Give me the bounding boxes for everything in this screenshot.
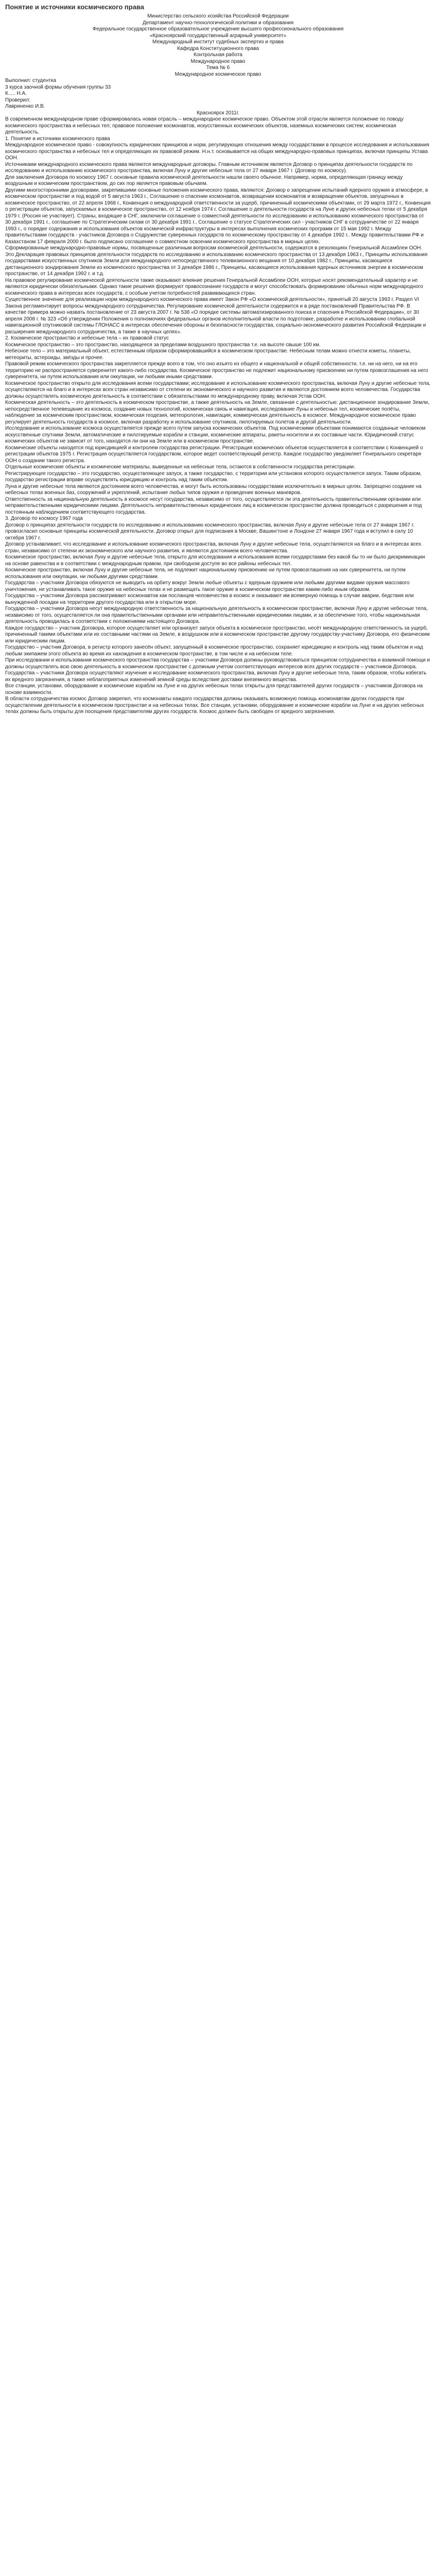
paragraph: В области сотрудничества космос Договор закрепил, что космонавты каждого государства должны оказывать возможную помощь космонавтам других государств при осуществлении деятельности в космическом пространстве и на небесных телах. Все станции, установки, оборудование и космические корабли на Луне и на других небесных телах должны быть открыты для посещения представителям других государств. Космос должен быть свободен от вредного загрязнения. [5,696,424,715]
paragraph: Договор о принципах деятельности государств по исследованию и использованию космического пространства, включая Луну и другие небесные тела от 27 января 1967 г. провозгласил основные принципы космической деятельности. Договор открыт для подписания в Москве, Вашингтоне и Лондоне 27 января 1967 года и вступил в силу 10 октября 1967 г. [5,522,414,541]
topic-number-line: Тема № 6 [206,65,230,71]
paragraph: Все станции, установки, оборудование и космические корабли на Луне и на других небесных телах открыты для представителей других государств – участников Договора на основе взаимности. [5,683,423,696]
paragraph: Международное космическое право - совокупность юридических принципов и норм, регулирующих отношения между государствами в процессе исследования и использования космического пространства и небесных тел и определяющих их правовой режим. Н.н.т. основывается на общих международно-правовых принципах, включая принципы Устава ООН. [5,142,429,161]
paragraph: Космическая деятельность – это деятельность в космическом пространстве, а также деятельность на Земле, связанная с деятельностью: дистанционное зондирование Земли, непосредственное телевещание из космоса, создание новых технологий, космическая связь и навигация, исследование Луны и небесных тел, космические полёты, наблюдение за космическим пространством, космическая геодезия, метеорология, навигация, коммерческая деятельность в космосе. Международное космическое право регулирует деятельность государств в космосе, включая разработку и использование спутников, пилотируемых полетов и другой деятельности. [5,400,430,425]
work-type-line: Контрольная работа [194,52,242,58]
paragraph: Договор устанавливает, что исследование и использование космического пространства, включая Луну и другие небесные тела, осуществляются на благо и в интересах всех стран, независимо от степени их экономического или научного развития, и являются достоянием всего человечества. [5,541,422,554]
author-line: Проверил: [5,97,30,103]
city-year: Красноярск 2011г. [197,110,239,116]
section-heading: 1. Понятие и источники космического права [5,135,110,142]
department-line: Департамент научно-технологической политики и образования [142,20,294,26]
paragraph: При исследовании и использовании космического пространства государства – участники Договора должны руководствоваться принципом сотрудничества и взаимной помощи и должны осуществлять всю свою деятельность в космическом пространстве с должным учетом соответствующих интересов всех других государств – участников Договора. [5,657,430,670]
author-line: Лавриненко И.В. [5,104,45,109]
paragraph: В современном международном праве сформировалась новая отрасль – международное космическое право. Объектом этой отрасли является положение по поводу космического пространства и небесных тел; правовое положение космонавтов, искусственных космических объектов, наземных космических систем; космическая деятельность. [5,116,404,135]
ministry-line: Министерство сельского хозяйства Российской Федерации [147,13,289,19]
paragraph: Исследование и использование космоса осуществляется прежде всего путем запуска космических объектов. Под космическими объектами понимаются созданные человеком искусственные спутники Земли, автоматические и пилотируемые корабли и станции, космические аппараты, ракеты-носители и их составные части. Юридический статус космических объектов не зависит от того, находятся ли они на Земле или в космическом пространстве. [5,426,426,444]
paragraphs [5,116,431,716]
paragraph: Существенное значение для реализации норм международного космического права имеет Закон РФ «О космической деятельности», принятый 20 августа 1993 г. Раздел VI Закона регламентирует вопросы международного сотрудничества. Регулирование космической деятельности содержится и в ряде постановлений Правительства РФ. В качестве примера можно назвать постановление от 23 августа 2007 г. № 538 «О порядке системы автоматизированного поиска и спасения в Российской Федерации», от 30 апреля 2008 г. № 323 «Об утверждении Положения о полномочиях федеральных органов исполнительной власти по подготовке, разработке и использованию глобальной навигационной спутниковой системы ГЛОНАСС в интересах обеспечения обороны и безопасности государства, социально-экономического развития Российской Федерации и расширения международного сотрудничества, а также в научных целях». [5,297,426,335]
section-heading: 2. Космическое пространство и небесные тела – их правовой статус [5,335,169,341]
author-line: К..... Н.А. [5,91,27,96]
institution-type-line: Федеральное государственное образовательное учреждение высшего профессионального образования [92,26,344,32]
paragraph: Космическое пространство – это пространство, находящееся за пределами воздушного пространства т.е. на высоте свыше 100 км. [5,342,321,348]
section-heading: 3. Договор по космосу 1967 года [5,516,83,521]
page-title: Понятие и источники космического права [5,3,144,11]
author-block [5,78,431,110]
paragraph: Источниками международного космического права являются международные договоры. Главным источником является Договор о принципах деятельности государств по исследованию и использованию космического пространства, включая Луну и другие небесные тела от 27 января 1967 г. (Договор по космосу). [5,161,413,174]
paragraph: Государства – участники Договора обязуются не выводить на орбиту вокруг Земли любые объекты с ядерным оружием или любыми другими видами оружия массового уничтожения, не устанавливать такое оружие на небесных телах и не размещать такое оружие в космическом пространстве каким-либо иным образом. [5,580,410,592]
paragraph: Каждое государство – участник Договора, которое осуществляет или организует запуск объекта в космическое пространство, несёт международную ответственность за ущерб, причиненный такими объектами или их составными частями на Земле, в воздушном или в космическом пространстве другому государству-участнику Договора, его физическим или юридическим лицам. [5,625,430,644]
paragraph: Ответственность за национальную деятельность в космосе несут государства, независимо от того, осуществляется ли эта деятельность правительственными органами или неправительственными юридическими лицами. Деятельность неправительственных юридических лиц в космическом пространстве должна проводиться с разрешения и под постоянным наблюдением соответствующего государства. [5,496,422,515]
paragraph: На правовое регулирование космической деятельности также оказывают влияние решения Генеральной Ассамблеи ООН, которые носят рекомендательный характер и не являются юридически обязательными. Однако такие решения формируют правосознание государств и могут способствовать формированию обычных норм международного космического права в интересах всех государств, с особым учетом потребностей развивающихся стран. [5,277,423,296]
paragraph: Государства – участники Договора осуществляют изучение и исследование космического пространства, включая Луну и другие небесные тела, таким образом, чтобы избегать их вредного загрязнения, а также неблагоприятных изменений земной среды вследствие доставки внеземного вещества. [5,670,427,683]
paragraph: Луна и другие небесные тела являются достоянием всего человечества, и могут быть использованы государствами исключительно в мирных целях. Запрещено создание на небесных телах военных баз, сооружений и укреплений, испытание любых типов оружия и проведение военных маневров. [5,483,422,496]
university-line: «Красноярский государственный аграрный университет» [149,32,287,39]
document-body [5,13,431,716]
paragraph: Для заключения Договора по космосу 1967 г. основные правила космической деятельности нашли своего обычное. Например, норма, определяющая границу между воздушным и космическим пространством, до сих пор является правовым обычаем. [5,174,403,187]
paragraph: Отдельные космические объекты и космические материалы, выведенные на небесные тела, остаются в собственности государства регистрации. [5,464,356,470]
paragraph: Небесное тело – это материальный объект, естественным образом сформировавшийся в космическом пространстве. Небесным телам можно отнести кометы, планеты, метеориты, астероиды, звёзды и прочее. [5,348,411,361]
paragraph: Правовой режим космического пространства закрепляется прежде всего в том, что оно изъято из общего и национальной и общей собственности, т.е. ни на него, ни на его территорию не распространяется суверенитет какого-либо государства. Космическое пространство не подлежит национальному присвоению ни путем провозглашения на него суверенитета, ни путем использования или оккупации, ни любыми иными средствами. [5,361,428,380]
paragraph: Другими многосторонними договорами, закрепившими основные положения космического права, являются: Договор о запрещении испытаний ядерного оружия в атмосфере, в космическом пространстве и под водой от 5 августа 1963 г., Соглашение о спасении космонавтов, возвращении космонавтов и возвращении объектов, запущенных в космическое пространство, от 22 апреля 1968 г., Конвенция о международной ответственности за ущерб, причиненный космическими объектами, от 29 марта 1972 г., Конвенция о регистрации объектов, запускаемых в космическое пространство, от 12 ноября 1974 г. Соглашение о деятельности государств на Луне и других небесных телах от 5 декабря 1979 г. (Россия не участвует). Страны, входящие в СНГ, заключили соглашение о совместной деятельности по исследованию и использованию космического пространства от 30 декабря 1991 г., соглашение по Стратегическим силам от 30 декабря 1991 г., Соглашение о статусе Стратегических сил - участников СНГ в сотрудничестве от 22 января 1993 г., о порядке содержания и использования объектов космической инфраструктуры в интересах выполнения космических программ от 15 мая 1992 г. Между правительствами государств - участников Договора о Содружестве суверенных государств по космическому пространству от 4 декабря 1992 г.. Между правительствами РФ и Казахстаном 17 февраля 2000 г. было подписано соглашение о совместном освоении космического пространства в мирных целях. [5,187,431,245]
paragraph: Сформированные международно-правовые нормы, посвященные различным вопросам космической деятельности, содержатся в резолюциях Генеральной Ассамблеи ООН. Это Декларация правовых принципов деятельности государств по исследованию и использованию космического пространства от 13 декабря 1963 г., Принципы использования государствами искусственных спутников Земли для международного непосредственного телевизионного вещания от 10 декабря 1982 г., Принципы, касающиеся дистанционного зондирования Земли из космического пространства от 3 декабря 1986 г., Принципы, касающиеся использования ядерных источников энергии в космическом пространстве, от 14 декабря 1992 г. и т.д. [5,245,428,277]
paragraph: Государства – участники Договора рассматривают космонавтов как посланцев человечества в космос и оказывают им всемерную помощь в случае аварии, бедствия или вынужденной посадки на территории другого государства или в открытом море. [5,593,414,605]
document-page [0,0,436,716]
paragraph: Космическое пространство, включая Луну и другие небесные тела, открыто для исследования и использования всеми государствами без какой бы то ни было дискриминации на основе равенства и в соответствии с международным правом, при свободном доступе во все районы небесных тел. [5,554,425,567]
institute-line: Международный институт судебных экспертиз и права [152,39,284,45]
paragraph: Государство – участник Договора, в регистр которого занесён объект, запущенный в космическое пространство, сохраняет юрисдикцию и контроль над таким объектом и над любым экипажем этого объекта во время их нахождения в космическом пространстве, в том числе и на небесном теле. [5,645,423,657]
paragraph: Космическое пространство, включая Луну и другие небесные тела, не подлежит национальному присвоению ни путем провозглашения на них суверенитета, ни путем использования или оккупации, ни любыми другими средствами. [5,567,406,580]
topic-name-line: Международное космическое право [175,71,261,77]
paragraph: Государства – участники Договора несут международную ответственность за национальную деятельность в космическом пространстве, включая Луну и другие небесные тела, независимо от того, осуществляется ли она правительственными органами или неправительственными юридическими лицами, и за обеспечение того, чтобы национальная деятельность проводилась в соответствии с положениями настоящего Договора. [5,606,428,624]
author-line: 3 курса заочной формы обучения группы 33 [5,84,111,90]
chair-line: Кафедра Конституционного права [177,45,259,52]
paragraph: Регистрирующее государство – это государство, осуществляющее запуск, а также государство, с территории или установок которого осуществляется запуск. Таким образом, государство регистрации вправе осуществлять юрисдикцию и контроль над таким объектом. [5,470,422,483]
subject-line: Международное право [190,58,246,64]
author-line: Выполнил: студентка [5,78,56,83]
paragraph: Космическое пространство открыто для исследования всеми государствами; исследование и использование космического пространства, включая Луну и другие небесные тела, осуществляются на благо и в интересах всех стран независимо от степени их экономического и научного развития и являются достоянием всего человечества. Государства должны осуществлять космическую деятельность в соответствии с обязательствами по международному праву, включая Устав ООН. [5,380,431,399]
paragraph: Космические объекты находятся под юрисдикцией и контролем государства регистрации. Регистрация космических объектов осуществляется в соответствии с Конвенцией о регистрации объектов 1975 г. Регистрация осуществляется государством, которое ведет соответствующий регистр. Каждое государство уведомляет Генерального секретаря ООН о создании такого регистра. [5,445,423,464]
title-page-header [5,13,431,78]
